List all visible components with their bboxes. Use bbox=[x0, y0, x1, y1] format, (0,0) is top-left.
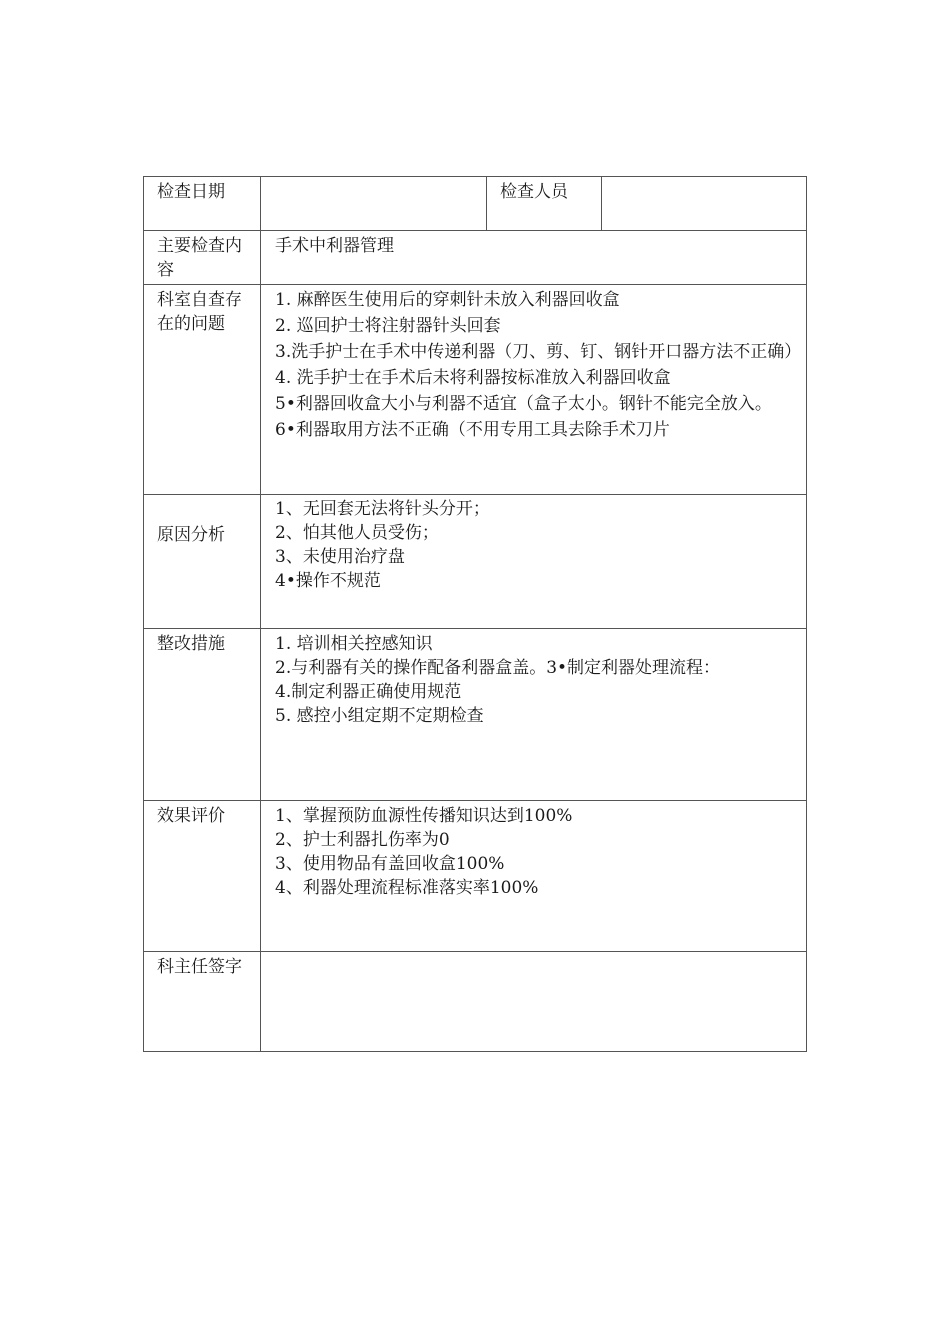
problem-item: 4. 洗手护士在手术后未将利器按标准放入利器回收盒 bbox=[275, 368, 671, 388]
cause-item: 2、怕其他人员受伤； bbox=[275, 523, 439, 543]
effect-item: 4、利器处理流程标准落实率100% bbox=[275, 878, 539, 898]
main-content-value-cell bbox=[261, 231, 807, 285]
measure-item: 1. 培训相关控感知识 bbox=[275, 634, 433, 654]
measures-label: 整改措施 bbox=[157, 634, 225, 654]
effects-label: 效果评价 bbox=[157, 806, 225, 826]
problems-list-cell bbox=[261, 285, 807, 495]
problem-item: 1. 麻醉医生使用后的穿刺针未放入利器回收盒 bbox=[275, 290, 620, 310]
cause-item: 4•操作不规范 bbox=[275, 571, 381, 591]
causes-list-cell bbox=[261, 495, 807, 629]
inspector-label: 检查人员 bbox=[500, 182, 568, 202]
causes-row bbox=[144, 495, 807, 629]
measure-item: 4.制定利器正确使用规范 bbox=[275, 682, 462, 702]
measure-item: 5. 感控小组定期不定期检查 bbox=[275, 706, 484, 726]
signature-label-cell bbox=[144, 952, 261, 1052]
main-content-value: 手术中利器管理 bbox=[275, 236, 394, 256]
effects-label-cell bbox=[144, 801, 261, 952]
problem-item: 2. 巡回护士将注射器针头回套 bbox=[275, 316, 501, 336]
problems-label-cell bbox=[144, 285, 261, 495]
measures-list-cell bbox=[261, 629, 807, 801]
effect-item: 2、护士利器扎伤率为0 bbox=[275, 830, 450, 850]
problem-item: 5•利器回收盒大小与利器不适宜（盒子太小。钢针不能完全放入。 bbox=[275, 394, 772, 414]
inspector-label-cell bbox=[487, 177, 602, 231]
measures-label-cell bbox=[144, 629, 261, 801]
cause-item: 1、无回套无法将针头分开； bbox=[275, 499, 490, 519]
problems-label: 科室自查存在的问题 bbox=[157, 290, 242, 334]
cause-item: 3、未使用治疗盘 bbox=[275, 547, 405, 567]
inspector-value-cell[interactable] bbox=[602, 177, 807, 231]
date-value-cell[interactable] bbox=[261, 177, 487, 231]
date-label: 检查日期 bbox=[157, 182, 225, 202]
measure-item: 2.与利器有关的操作配备利器盒盖。3•制定利器处理流程： bbox=[275, 658, 721, 678]
inspection-form-table bbox=[143, 176, 807, 1052]
problem-item: 3.洗手护士在手术中传递利器（刀、剪、钉、钢针开口器方法不正确） bbox=[275, 342, 802, 362]
signature-row bbox=[144, 952, 807, 1052]
effect-item: 3、使用物品有盖回收盒100% bbox=[275, 854, 505, 874]
effect-item: 1、掌握预防血源性传播知识达到100% bbox=[275, 806, 573, 826]
signature-label: 科主任签字 bbox=[157, 957, 242, 977]
date-label-cell bbox=[144, 177, 261, 231]
signature-value-cell[interactable] bbox=[261, 952, 807, 1052]
effects-row bbox=[144, 801, 807, 952]
main-content-label-cell bbox=[144, 231, 261, 285]
problem-item: 6•利器取用方法不正确（不用专用工具去除手术刀片 bbox=[275, 420, 670, 440]
main-content-row bbox=[144, 231, 807, 285]
header-row bbox=[144, 177, 807, 231]
measures-row bbox=[144, 629, 807, 801]
main-content-label: 主要检查内容 bbox=[157, 236, 242, 280]
problems-row bbox=[144, 285, 807, 495]
causes-label-cell bbox=[144, 495, 261, 629]
effects-list-cell bbox=[261, 801, 807, 952]
causes-label: 原因分析 bbox=[157, 525, 225, 545]
